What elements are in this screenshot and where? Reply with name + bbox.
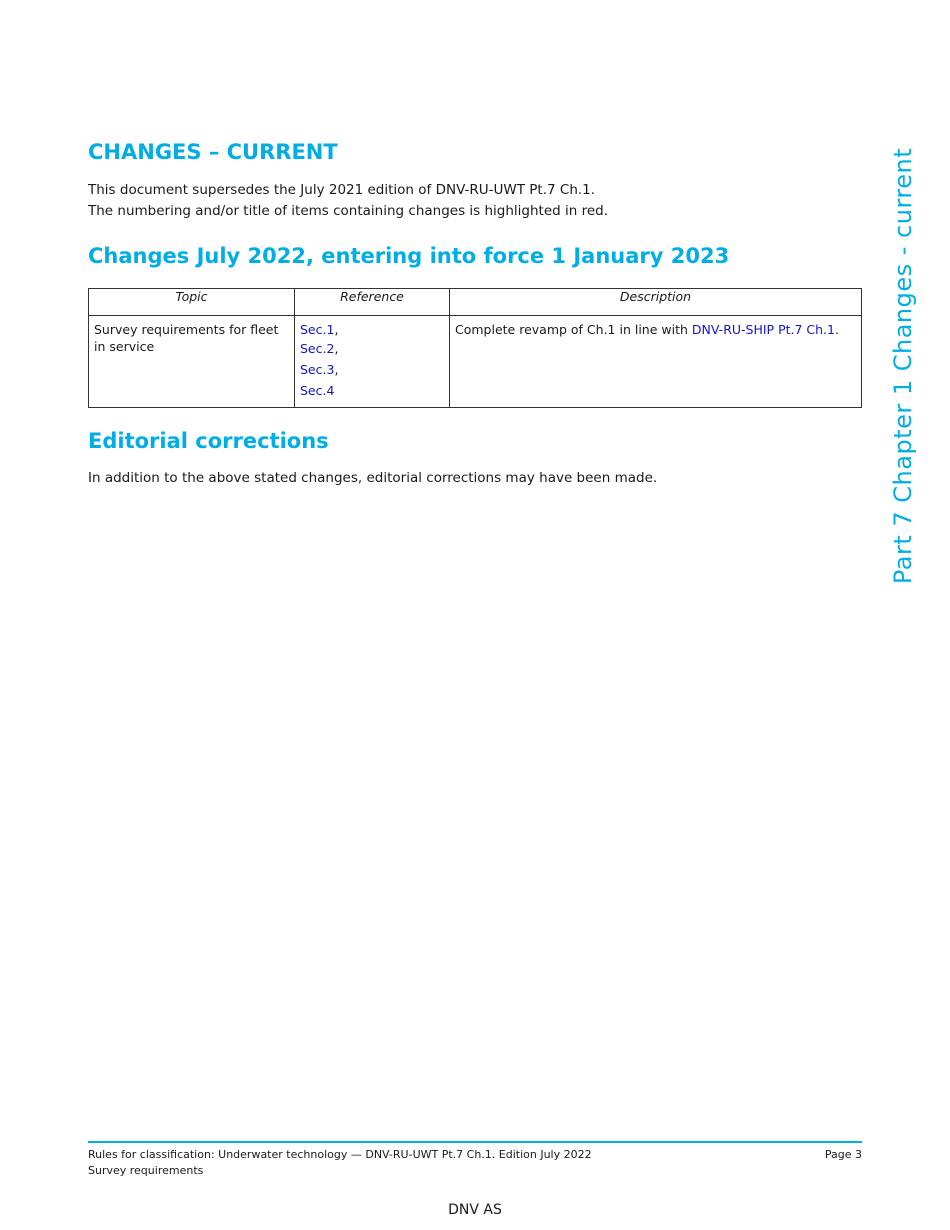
- page-number: Page 3: [824, 1148, 862, 1161]
- footer-line-2: Survey requirements: [88, 1164, 204, 1177]
- editorial-heading: Editorial corrections: [88, 429, 329, 453]
- page-heading: CHANGES – CURRENT: [88, 140, 338, 164]
- cell-reference: Sec.1, Sec.2, Sec.3, Sec.4: [295, 316, 450, 408]
- intro-paragraph: [88, 180, 608, 222]
- company-name: DNV AS: [448, 1202, 502, 1218]
- editorial-text: In addition to the above stated changes, editorial corrections may have been made.: [88, 470, 658, 486]
- changes-heading: Changes July 2022, entering into force 1 January 2023: [88, 244, 730, 268]
- ref-link-sec-4[interactable]: Sec.4: [300, 383, 335, 398]
- table-header-row: [89, 289, 862, 316]
- changes-table: [88, 288, 862, 408]
- cell-topic: Survey requirements for fleet in service: [89, 316, 295, 408]
- header-topic: Topic: [89, 289, 295, 316]
- intro-line-1: This document supersedes the July 2021 edition of DNV-RU-UWT Pt.7 Ch.1.: [88, 182, 596, 198]
- footer-divider: [88, 1141, 862, 1143]
- side-title: Part 7 Chapter 1 Changes - current: [889, 147, 917, 585]
- description-link[interactable]: DNV-RU-SHIP Pt.7 Ch.1: [691, 322, 835, 337]
- footer-info: [88, 1147, 592, 1179]
- cell-description: [450, 316, 862, 408]
- ref-link-sec-1[interactable]: Sec.1: [300, 322, 335, 337]
- description-suffix: .: [835, 322, 839, 337]
- ref-link-sec-3[interactable]: Sec.3: [300, 362, 335, 377]
- description-text: Complete revamp of Ch.1 in line with: [455, 322, 692, 337]
- intro-line-2: The numbering and/or title of items containing changes is highlighted in red.: [88, 203, 609, 219]
- ref-link-sec-2[interactable]: Sec.2: [300, 341, 335, 356]
- table-row: [89, 316, 862, 408]
- footer-line-1: Rules for classification: Underwater technology — DNV-RU-UWT Pt.7 Ch.1. Edition July 2022: [88, 1148, 592, 1161]
- header-reference: Reference: [295, 289, 450, 316]
- header-description: Description: [450, 289, 862, 316]
